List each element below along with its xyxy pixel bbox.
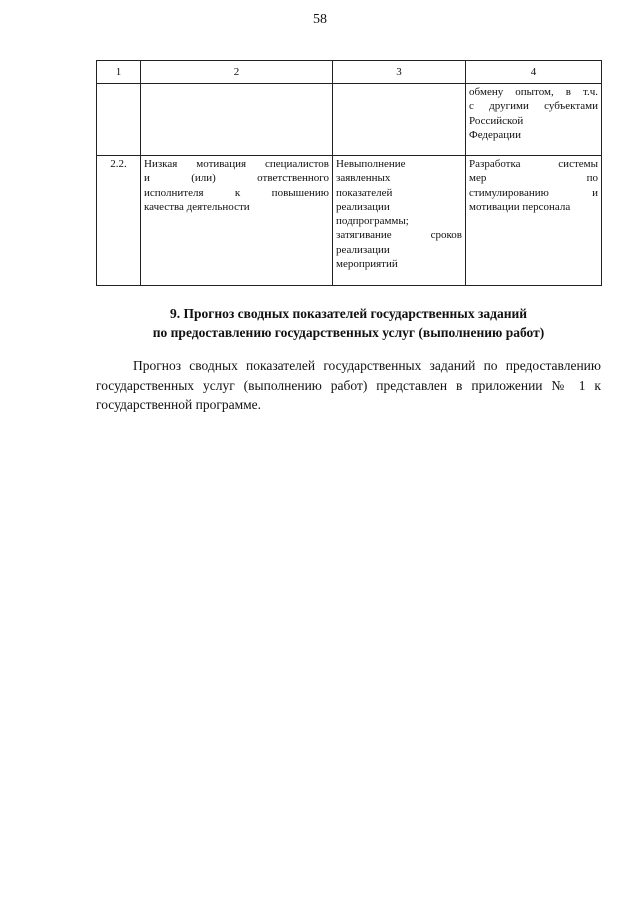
cell-text-line: качества деятельности xyxy=(144,200,250,213)
cell-text-line: и (или) ответственного xyxy=(144,172,329,185)
body-paragraph: Прогноз сводных показателей государственных заданий по предоставлению государственных услуг (выполнению работ) представлен в приложении № 1 к государственной программе. xyxy=(96,358,601,413)
cell-text-line: показателей xyxy=(336,186,393,199)
cell-text-line: реализации xyxy=(336,243,390,256)
row-cell-consequence xyxy=(333,156,466,286)
cell-text-line: мотивации персонала xyxy=(469,200,571,213)
row-number xyxy=(97,84,141,156)
cell-text-line: с другими субъектами xyxy=(469,100,598,113)
row-cell-measures xyxy=(466,156,602,286)
table-row xyxy=(97,156,602,286)
row-cell-risk xyxy=(141,156,333,286)
table-header-row xyxy=(97,61,602,84)
column-header-1: 1 xyxy=(97,61,141,84)
cell-text-line: стимулированию и xyxy=(469,186,598,199)
cell-text-line: мероприятий xyxy=(336,258,398,271)
cell-text-line: затягивание сроков xyxy=(336,229,462,242)
column-header-2: 2 xyxy=(141,61,333,84)
section-title-line: по предоставлению государственных услуг (выполнению работ) xyxy=(152,324,545,340)
cell-text-line: Разработка системы xyxy=(469,158,598,170)
row-cell-consequence xyxy=(333,84,466,156)
section-title xyxy=(96,305,601,343)
column-header-4: 4 xyxy=(466,61,602,84)
section-title-line: 9. Прогноз сводных показателей государственных заданий xyxy=(169,306,528,321)
cell-text-line: мер по xyxy=(469,172,598,185)
page-number: 58 xyxy=(313,12,327,27)
cell-text-line: Российской xyxy=(469,114,524,127)
cell-text-line: подпрограммы; xyxy=(336,215,409,228)
column-header-3: 3 xyxy=(333,61,466,84)
cell-text-line: Низкая мотивация специалистов xyxy=(144,158,329,170)
cell-text-line: исполнителя к повышению xyxy=(144,186,329,199)
cell-text-line: обмену опытом, в т.ч. xyxy=(469,86,598,98)
cell-text-line: Федерации xyxy=(469,128,521,141)
row-cell-risk xyxy=(141,84,333,156)
cell-text-line: заявленных xyxy=(336,172,391,185)
risk-table xyxy=(96,60,602,286)
row-cell-measures xyxy=(466,84,602,156)
cell-text-line: реализации xyxy=(336,200,390,213)
row-number: 2.2. xyxy=(97,156,141,286)
table-row xyxy=(97,84,602,156)
cell-text-line: Невыполнение xyxy=(336,158,406,170)
